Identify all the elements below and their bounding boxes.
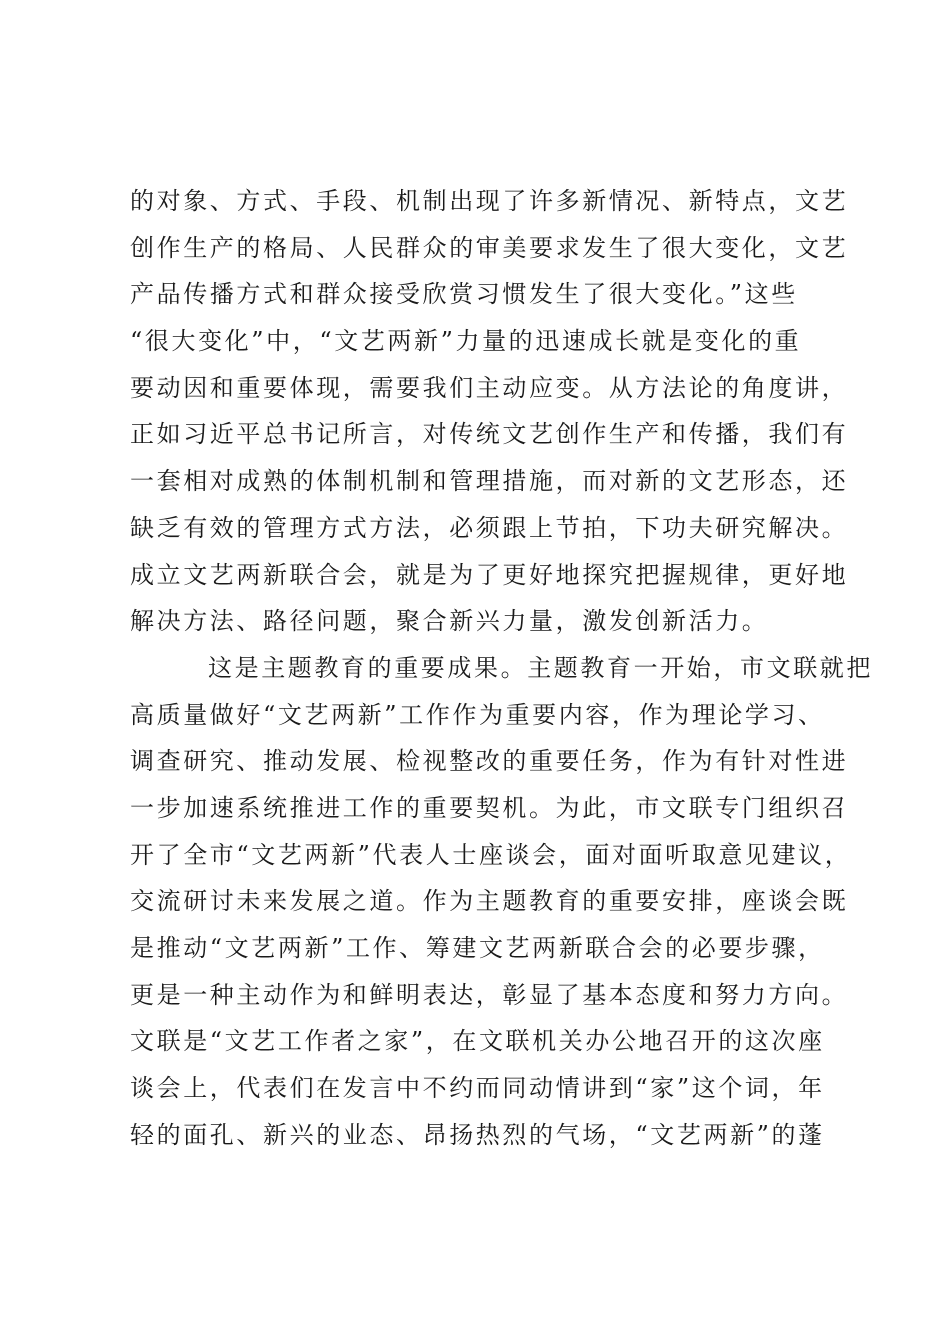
text-line: 谈会上，代表们在发言中不约而同动情讲到“家”这个词，年 [130,1074,825,1103]
text-line: 高质量做好“文艺两新”工作作为重要内容，作为理论学习、 [130,700,825,729]
text-line: 文联是“文艺工作者之家”，在文联机关办公地召开的这次座 [130,1027,825,1056]
text-line: 的对象、方式、手段、机制出现了许多新情况、新特点，文艺 [130,187,849,215]
body-text [130,178,873,1158]
text-line: “很大变化”中，“文艺两新”力量的迅速成长就是变化的重 [130,327,802,356]
text-line: 创作生产的格局、人民群众的审美要求发生了很大变化，文艺 [130,233,849,262]
text-line: 轻的面孔、新兴的业态、昂扬热烈的气场，“文艺两新”的蓬 [130,1120,825,1149]
text-line: 缺乏有效的管理方式方法，必须跟上节拍，下功夫研究解决。 [130,513,849,542]
text-line: 是推动“文艺两新”工作、筹建文艺两新联合会的必要步骤， [130,934,825,962]
text-line: 开了全市“文艺两新”代表人士座谈会，面对面听取意见建议， [130,840,852,869]
text-line: 正如习近平总书记所言，对传统文艺创作生产和传播，我们有 [130,420,849,449]
text-line: 要动因和重要体现，需要我们主动应变。从方法论的角度讲， [130,373,849,402]
text-line: 交流研讨未来发展之道。作为主题教育的重要安排，座谈会既 [130,887,849,916]
text-line: 更是一种主动作为和鲜明表达，彰显了基本态度和努力方向。 [130,980,849,1009]
paragraph-first-line: 这是主题教育的重要成果。主题教育一开始，市文联就把 [208,653,873,682]
text-line: 一步加速系统推进工作的重要契机。为此，市文联专门组织召 [130,793,849,822]
text-line: 成立文艺两新联合会，就是为了更好地探究把握规律，更好地 [130,560,849,589]
text-line: 解决方法、路径问题，聚合新兴力量，激发创新活力。 [130,607,769,636]
text-line: 调查研究、推动发展、检视整改的重要任务，作为有针对性进 [130,747,849,776]
text-line: 产品传播方式和群众接受欣赏习惯发生了很大变化。”这些 [130,280,798,309]
text-line: 一套相对成熟的体制机制和管理措施，而对新的文艺形态，还 [130,467,849,496]
